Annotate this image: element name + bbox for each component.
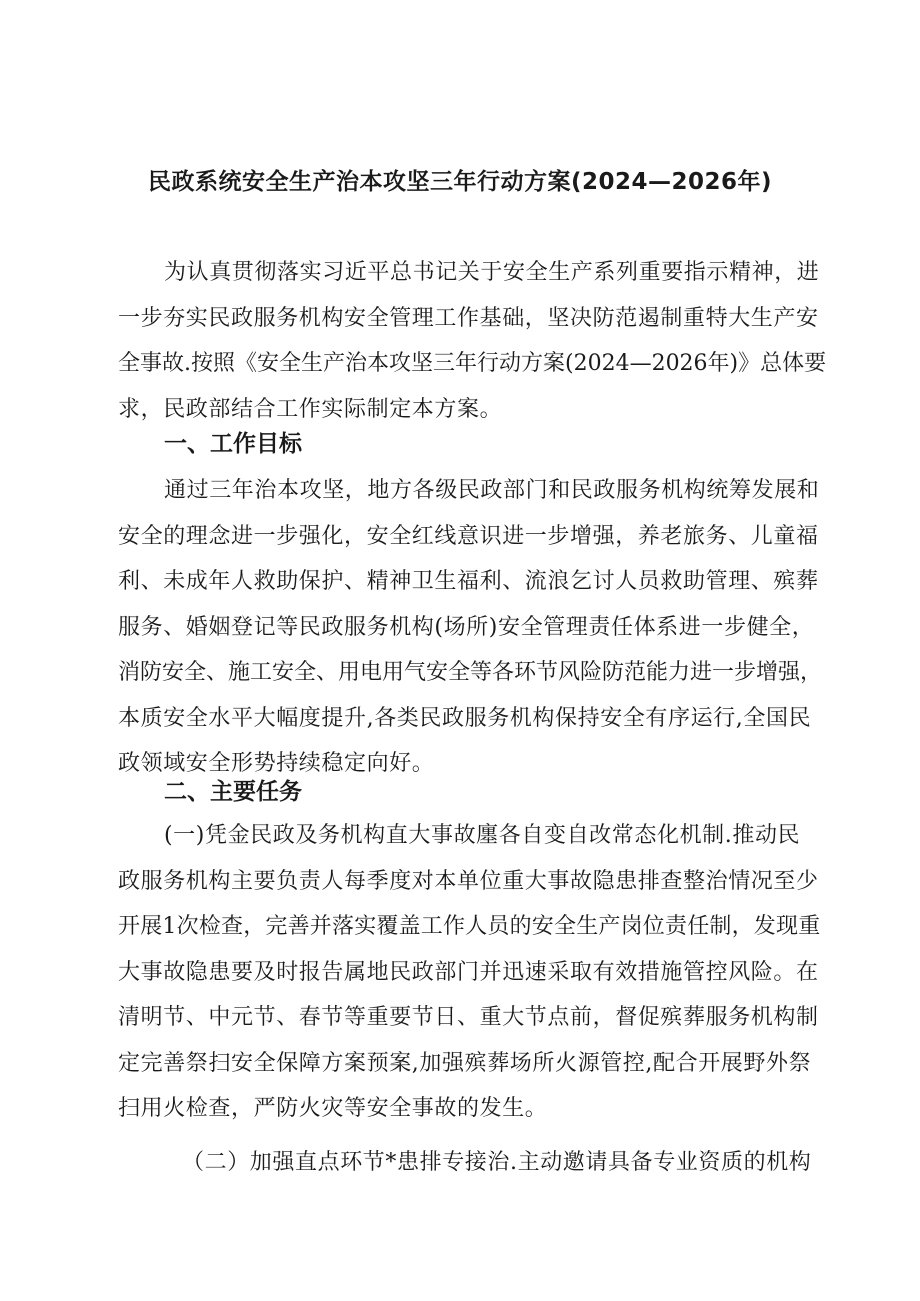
text-line: 本质安全水平大幅度提升,各类民政服务机构保持安全有序运行,全国民 xyxy=(118,705,812,731)
text-line: 开展1次检查，完善并落实覆盖工作人员的安全生产岗位责任制，发现重 xyxy=(118,914,821,939)
text-line: 求，民政部结合工作实际制定本方案。 xyxy=(118,396,503,422)
text-line: 扫用火检查，严防火灾等安全事故的发生。 xyxy=(118,1096,548,1121)
text-line: 服务、婚姻登记等民政服务机构(场所)安全管理责任体系进一步健全， xyxy=(118,614,815,640)
text-line: （二）加强直点环节*患排专接治.主动邀请具备专业资质的机构 xyxy=(182,1150,812,1175)
text-line: 为认真贯彻落实习近平总书记关于安全生产系列重要指示精神，进 xyxy=(164,260,820,285)
task-item-1 xyxy=(118,813,826,1132)
text-line: 大事故隐患要及时报告属地民政部门并迅速采取有效措施管控风险。在 xyxy=(118,959,819,985)
text-line: 政服务机构主要负责人每季度对本单位重大事故隐患排查整治情况至少 xyxy=(118,868,819,894)
document-title: 民政系统安全生产治本攻坚三年行动方案(2024—2026年) xyxy=(147,169,773,195)
text-line: 安全的理念进一步强化，安全红线意识进一步增强，养老旅务、儿童福 xyxy=(118,523,819,549)
text-line: 一步夯实民政服务机构安全管理工作基础，坚决防范遏制重特大生产安 xyxy=(118,305,819,331)
text-line: 清明节、中元节、春节等重要节日、重大节点前，督促殡葬服务机构制 xyxy=(118,1005,819,1030)
goals-paragraph xyxy=(118,468,826,787)
text-line: 消防安全、施工安全、用电用气安全等各环节风险防范能力进一步增强， xyxy=(118,660,823,685)
text-line: 通过三年治本攻坚，地方各级民政部门和民政服务机构统筹发展和 xyxy=(164,478,820,503)
text-line: (一)凭金民政及务机构直大事故廛各自变自改常态化机制.推动民 xyxy=(164,823,801,848)
section-heading-tasks: 二、主要任务 xyxy=(164,779,302,805)
text-line: 利、未成年人救助保护、精神卫生福利、流浪乞讨人员救助管理、殡葬 xyxy=(118,569,819,594)
text-line: 定完善祭扫安全保障方案预案,加强殡葬场所火源管控,配合开展野外祭 xyxy=(118,1050,812,1076)
text-line: 全事故.按照《安全生产治本攻坚三年行动方案(2024—2026年)》总体要 xyxy=(118,351,827,376)
text-line: 政领域安全形势持续稳定向好。 xyxy=(118,751,435,776)
task-item-2 xyxy=(118,1140,826,1186)
intro-paragraph xyxy=(118,250,826,432)
section-heading-goals: 一、工作目标 xyxy=(164,431,302,457)
